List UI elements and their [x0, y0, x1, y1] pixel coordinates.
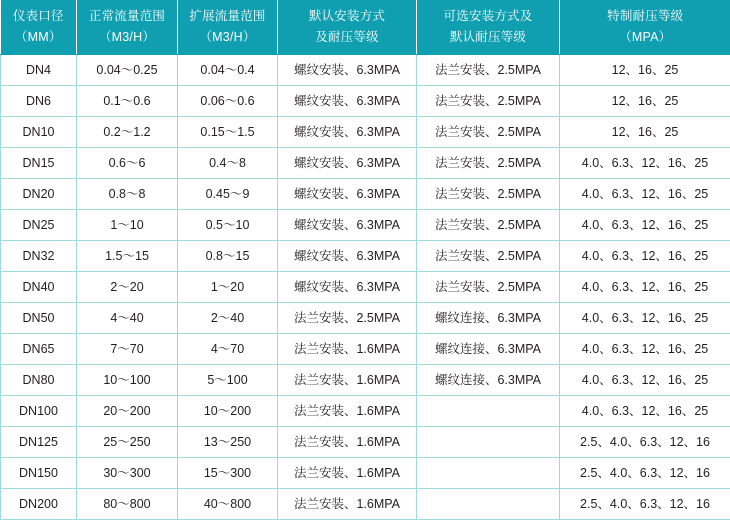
cell-normal-flow: 20～200: [77, 396, 178, 427]
cell-special-pressure: 4.0、6.3、12、16、25: [560, 148, 730, 179]
cell-extended-flow: 15～300: [178, 458, 278, 489]
cell-special-pressure: 4.0、6.3、12、16、25: [560, 179, 730, 210]
cell-special-pressure: 4.0、6.3、12、16、25: [560, 334, 730, 365]
cell-optional-installation: [417, 427, 560, 458]
cell-diameter: DN125: [1, 427, 77, 458]
column-header-default-installation: [278, 0, 417, 55]
cell-optional-installation: 法兰安装、2.5MPA: [417, 86, 560, 117]
cell-extended-flow: 0.8～15: [178, 241, 278, 272]
cell-special-pressure: 2.5、4.0、6.3、12、16: [560, 458, 730, 489]
cell-diameter: DN50: [1, 303, 77, 334]
cell-optional-installation: [417, 458, 560, 489]
cell-optional-installation: 法兰安装、2.5MPA: [417, 55, 560, 86]
cell-diameter: DN20: [1, 179, 77, 210]
cell-optional-installation: 法兰安装、2.5MPA: [417, 117, 560, 148]
cell-default-installation: 法兰安装、1.6MPA: [278, 334, 417, 365]
cell-diameter: DN15: [1, 148, 77, 179]
cell-extended-flow: 40～800: [178, 489, 278, 520]
cell-special-pressure: 2.5、4.0、6.3、12、16: [560, 489, 730, 520]
table-row: [1, 334, 730, 365]
cell-diameter: DN80: [1, 365, 77, 396]
cell-extended-flow: 0.04～0.4: [178, 55, 278, 86]
header-line: （M3/H）: [80, 27, 174, 48]
header-line: （MPA）: [563, 27, 728, 48]
cell-default-installation: 螺纹安装、6.3MPA: [278, 272, 417, 303]
table-row: [1, 86, 730, 117]
table-row: [1, 427, 730, 458]
table-row: [1, 210, 730, 241]
cell-diameter: DN10: [1, 117, 77, 148]
table-row: [1, 179, 730, 210]
cell-extended-flow: 13～250: [178, 427, 278, 458]
table-row: [1, 148, 730, 179]
cell-special-pressure: 4.0、6.3、12、16、25: [560, 396, 730, 427]
column-header-diameter: [1, 0, 77, 55]
cell-default-installation: 法兰安装、2.5MPA: [278, 303, 417, 334]
cell-optional-installation: 法兰安装、2.5MPA: [417, 272, 560, 303]
cell-diameter: DN200: [1, 489, 77, 520]
cell-diameter: DN25: [1, 210, 77, 241]
table-row: [1, 55, 730, 86]
cell-optional-installation: 法兰安装、2.5MPA: [417, 148, 560, 179]
cell-normal-flow: 1～10: [77, 210, 178, 241]
cell-normal-flow: 7～70: [77, 334, 178, 365]
cell-extended-flow: 0.5～10: [178, 210, 278, 241]
column-header-optional-installation: [417, 0, 560, 55]
cell-normal-flow: 4～40: [77, 303, 178, 334]
cell-special-pressure: 4.0、6.3、12、16、25: [560, 241, 730, 272]
cell-special-pressure: 12、16、25: [560, 55, 730, 86]
header-line: 默认安装方式: [281, 6, 413, 27]
cell-default-installation: 螺纹安装、6.3MPA: [278, 148, 417, 179]
cell-default-installation: 螺纹安装、6.3MPA: [278, 55, 417, 86]
cell-special-pressure: 4.0、6.3、12、16、25: [560, 272, 730, 303]
header-line: 仪表口径: [4, 6, 74, 27]
cell-extended-flow: 1～20: [178, 272, 278, 303]
table-row: [1, 241, 730, 272]
cell-diameter: DN40: [1, 272, 77, 303]
cell-normal-flow: 2～20: [77, 272, 178, 303]
cell-special-pressure: 12、16、25: [560, 86, 730, 117]
header-line: 扩展流量范围: [181, 6, 274, 27]
column-header-normal-flow-range: [77, 0, 178, 55]
cell-diameter: DN100: [1, 396, 77, 427]
cell-optional-installation: 螺纹连接、6.3MPA: [417, 303, 560, 334]
table-body: [1, 55, 730, 520]
cell-special-pressure: 2.5、4.0、6.3、12、16: [560, 427, 730, 458]
cell-default-installation: 螺纹安装、6.3MPA: [278, 241, 417, 272]
cell-extended-flow: 0.06～0.6: [178, 86, 278, 117]
table-row: [1, 272, 730, 303]
cell-default-installation: 法兰安装、1.6MPA: [278, 396, 417, 427]
cell-optional-installation: 螺纹连接、6.3MPA: [417, 365, 560, 396]
cell-normal-flow: 1.5～15: [77, 241, 178, 272]
cell-diameter: DN6: [1, 86, 77, 117]
cell-optional-installation: 螺纹连接、6.3MPA: [417, 334, 560, 365]
cell-normal-flow: 0.2～1.2: [77, 117, 178, 148]
cell-normal-flow: 0.1～0.6: [77, 86, 178, 117]
table-row: [1, 365, 730, 396]
cell-default-installation: 法兰安装、1.6MPA: [278, 365, 417, 396]
cell-extended-flow: 0.15～1.5: [178, 117, 278, 148]
cell-extended-flow: 2～40: [178, 303, 278, 334]
table-header: [1, 0, 730, 55]
table-row: [1, 117, 730, 148]
cell-default-installation: 法兰安装、1.6MPA: [278, 427, 417, 458]
cell-default-installation: 螺纹安装、6.3MPA: [278, 86, 417, 117]
table-row: [1, 489, 730, 520]
cell-optional-installation: [417, 489, 560, 520]
cell-optional-installation: [417, 396, 560, 427]
cell-default-installation: 螺纹安装、6.3MPA: [278, 179, 417, 210]
table-row: [1, 458, 730, 489]
cell-special-pressure: 12、16、25: [560, 117, 730, 148]
cell-normal-flow: 25～250: [77, 427, 178, 458]
header-line: 特制耐压等级: [563, 6, 728, 27]
column-header-extended-flow-range: [178, 0, 278, 55]
cell-extended-flow: 10～200: [178, 396, 278, 427]
cell-diameter: DN32: [1, 241, 77, 272]
cell-normal-flow: 30～300: [77, 458, 178, 489]
header-line: 正常流量范围: [80, 6, 174, 27]
table-header-row: [1, 0, 730, 55]
cell-default-installation: 螺纹安装、6.3MPA: [278, 117, 417, 148]
header-line: （MM）: [4, 27, 74, 48]
cell-extended-flow: 0.4～8: [178, 148, 278, 179]
cell-extended-flow: 5～100: [178, 365, 278, 396]
cell-normal-flow: 0.8～8: [77, 179, 178, 210]
header-line: （M3/H）: [181, 27, 274, 48]
cell-special-pressure: 4.0、6.3、12、16、25: [560, 365, 730, 396]
header-line: 可选安装方式及: [420, 6, 556, 27]
cell-normal-flow: 10～100: [77, 365, 178, 396]
cell-optional-installation: 法兰安装、2.5MPA: [417, 241, 560, 272]
cell-diameter: DN4: [1, 55, 77, 86]
cell-default-installation: 螺纹安装、6.3MPA: [278, 210, 417, 241]
cell-normal-flow: 0.6～6: [77, 148, 178, 179]
cell-default-installation: 法兰安装、1.6MPA: [278, 489, 417, 520]
header-line: 及耐压等级: [281, 27, 413, 48]
cell-optional-installation: 法兰安装、2.5MPA: [417, 179, 560, 210]
cell-normal-flow: 80～800: [77, 489, 178, 520]
cell-extended-flow: 4～70: [178, 334, 278, 365]
cell-default-installation: 法兰安装、1.6MPA: [278, 458, 417, 489]
cell-special-pressure: 4.0、6.3、12、16、25: [560, 210, 730, 241]
cell-special-pressure: 4.0、6.3、12、16、25: [560, 303, 730, 334]
cell-normal-flow: 0.04～0.25: [77, 55, 178, 86]
cell-extended-flow: 0.45～9: [178, 179, 278, 210]
table-row: [1, 396, 730, 427]
cell-diameter: DN150: [1, 458, 77, 489]
cell-diameter: DN65: [1, 334, 77, 365]
table-row: [1, 303, 730, 334]
cell-optional-installation: 法兰安装、2.5MPA: [417, 210, 560, 241]
column-header-special-pressure-rating: [560, 0, 730, 55]
header-line: 默认耐压等级: [420, 27, 556, 48]
